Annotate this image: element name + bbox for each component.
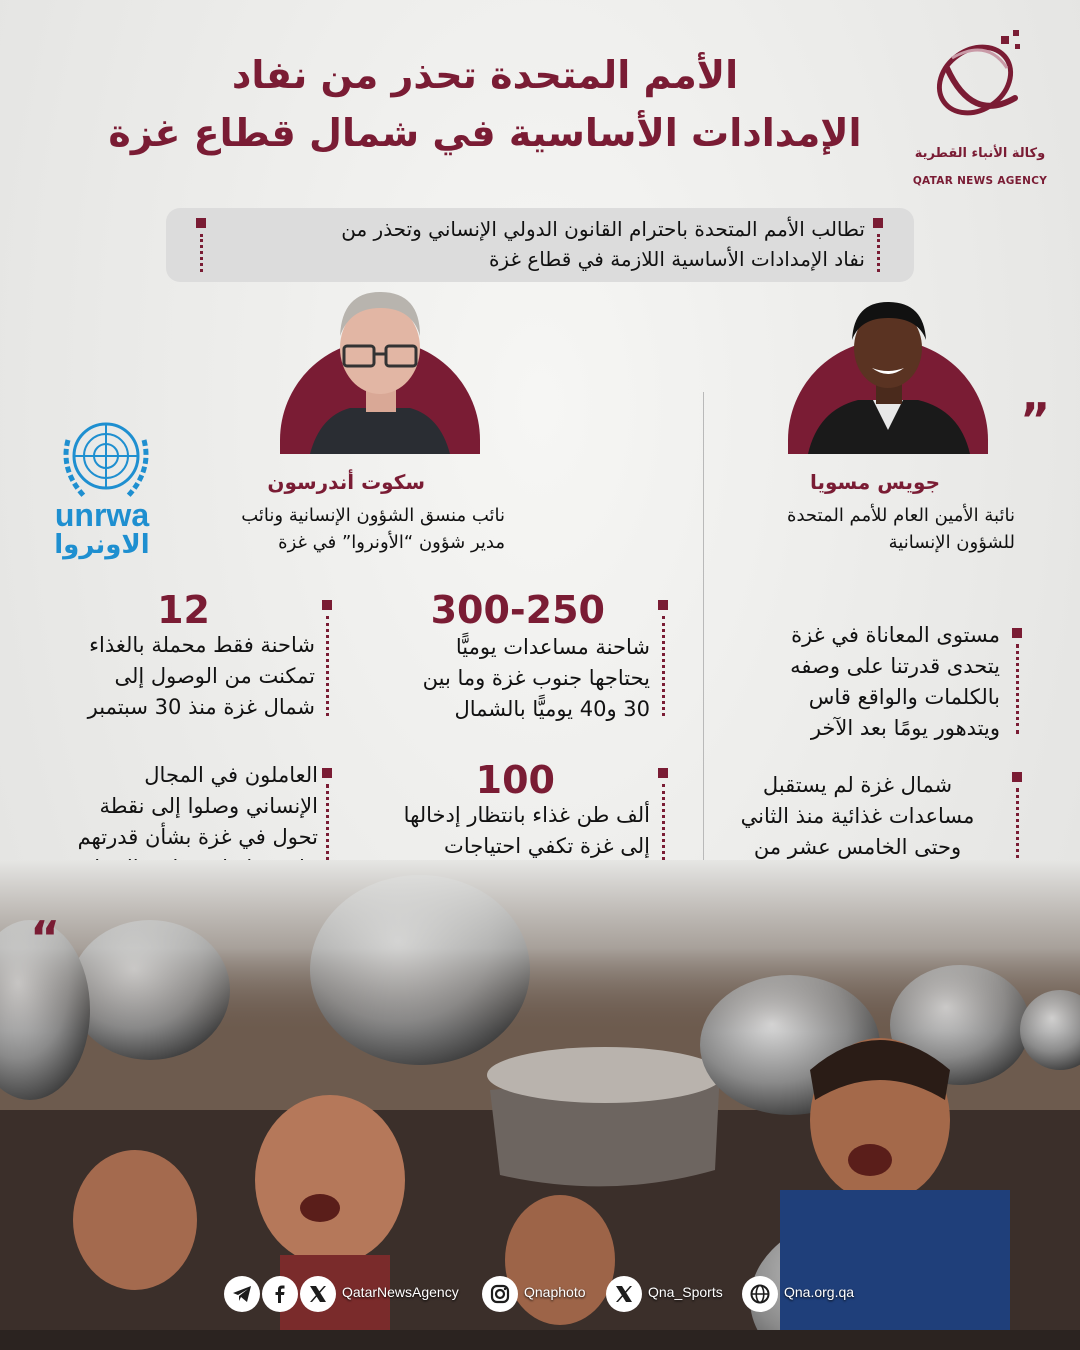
stat-line: شمال غزة منذ 30 سبتمبر bbox=[87, 695, 315, 719]
quote-block-1 bbox=[740, 620, 1000, 744]
stat-line: ألف طن غذاء بانتظار إدخالها bbox=[403, 803, 650, 827]
stat-line: تمكنت من الوصول إلى bbox=[114, 664, 315, 688]
dotted-divider bbox=[662, 616, 665, 716]
speaker-role bbox=[740, 502, 1015, 556]
bullet-square-icon bbox=[322, 600, 332, 610]
column-divider bbox=[703, 392, 704, 892]
speaker-role-line-1: نائب منسق الشؤون الإنسانية ونائب bbox=[241, 505, 505, 526]
bullet-square-icon bbox=[322, 768, 332, 778]
social-handle[interactable]: Qna_Sports bbox=[648, 1284, 723, 1300]
stat-line: 30 و40 يوميًّا بالشمال bbox=[454, 697, 650, 721]
bullet-square-icon bbox=[873, 218, 883, 228]
telegram-icon[interactable] bbox=[224, 1276, 260, 1312]
quote-line: مستوى المعاناة في غزة bbox=[791, 623, 1000, 647]
quote-line: بالكلمات والواقع قاس bbox=[808, 685, 1000, 709]
stat-line: شاحنة مساعدات يوميًّا bbox=[455, 635, 650, 659]
dotted-divider bbox=[200, 234, 203, 272]
bullet-square-icon bbox=[658, 600, 668, 610]
portrait-joyce-msuya bbox=[788, 290, 988, 454]
quote-line: مساعدات غذائية منذ الثاني bbox=[740, 804, 975, 828]
un-emblem-icon bbox=[54, 410, 158, 506]
speaker-role-line-2: مدير شؤون “الأونروا” في غزة bbox=[278, 532, 505, 553]
speaker-name: سكوت أندرسون bbox=[267, 470, 425, 494]
x-icon[interactable] bbox=[300, 1276, 336, 1312]
stat-line: العاملون في المجال bbox=[144, 763, 318, 787]
speaker-role bbox=[195, 502, 505, 556]
quote-line: يتحدى قدرتنا على وصفه bbox=[790, 654, 1000, 678]
subtitle-line-1: تطالب الأمم المتحدة باحترام القانون الدولي الإنساني وتحذر من bbox=[341, 217, 865, 241]
qna-name-ar: وكالة الأنباء القطرية bbox=[914, 146, 1046, 161]
speaker-name: جويس مسويا bbox=[810, 470, 940, 494]
quote-line: وحتى الخامس عشر من bbox=[753, 835, 962, 859]
unrwa-wordmark-ar: الاونروا bbox=[54, 530, 150, 560]
social-handle[interactable]: Qna.org.qa bbox=[784, 1284, 855, 1300]
stat-description bbox=[40, 630, 315, 723]
qna-name-en: QATAR NEWS AGENCY bbox=[912, 175, 1048, 187]
quote-mark-icon: “ bbox=[30, 911, 61, 965]
subtitle-text bbox=[215, 214, 865, 274]
instagram-icon[interactable] bbox=[482, 1276, 518, 1312]
stat-line: الإنساني وصلوا إلى نقطة bbox=[99, 794, 318, 818]
social-handle[interactable]: QatarNewsAgency bbox=[342, 1284, 459, 1300]
dotted-divider bbox=[326, 616, 329, 716]
qna-logo[interactable] bbox=[905, 28, 1055, 187]
stat-line: إلى غزة تكفي احتياجات bbox=[444, 834, 650, 858]
social-handle[interactable]: Qnaphoto bbox=[524, 1284, 586, 1300]
social-footer bbox=[0, 1276, 1080, 1316]
stat-line: تحول في غزة بشأن قدرتهم bbox=[77, 825, 318, 849]
speaker-role-line-1: نائبة الأمين العام للأمم المتحدة bbox=[787, 505, 1015, 526]
stat-value: 300-250 bbox=[430, 588, 605, 632]
bullet-square-icon bbox=[658, 768, 668, 778]
stat-line: يحتاجها جنوب غزة وما بين bbox=[422, 666, 650, 690]
unrwa-wordmark-en: unrwa bbox=[54, 497, 150, 533]
dotted-divider bbox=[1016, 644, 1019, 734]
speaker-role-line-2: للشؤون الإنسانية bbox=[888, 532, 1015, 553]
subtitle-line-2: نفاد الإمدادات الأساسية اللازمة في قطاع غزة bbox=[488, 247, 865, 271]
x-icon[interactable] bbox=[606, 1276, 642, 1312]
portrait-scott-anderson bbox=[280, 286, 480, 454]
quote-line: ويتدهور يومًا بعد الآخر bbox=[810, 716, 1000, 740]
page-title-line-1: الأمم المتحدة تحذر من نفاد bbox=[231, 53, 739, 97]
dotted-divider bbox=[877, 234, 880, 272]
bullet-square-icon bbox=[1012, 628, 1022, 638]
quote-mark-icon: ” bbox=[1020, 393, 1051, 447]
page-title-line-2: الإمدادات الأساسية في شمال قطاع غزة bbox=[108, 111, 862, 155]
facebook-icon[interactable] bbox=[262, 1276, 298, 1312]
stat-value: 12 bbox=[157, 588, 210, 632]
bullet-square-icon bbox=[196, 218, 206, 228]
stat-value: 100 bbox=[475, 758, 555, 802]
quote-line: شمال غزة لم يستقبل bbox=[762, 773, 953, 797]
stat-line: شاحنة فقط محملة بالغذاء bbox=[89, 633, 315, 657]
qna-logo-mark-icon bbox=[927, 28, 1027, 123]
stat-description bbox=[370, 632, 650, 725]
bullet-square-icon bbox=[1012, 772, 1022, 782]
globe-icon[interactable] bbox=[742, 1276, 778, 1312]
